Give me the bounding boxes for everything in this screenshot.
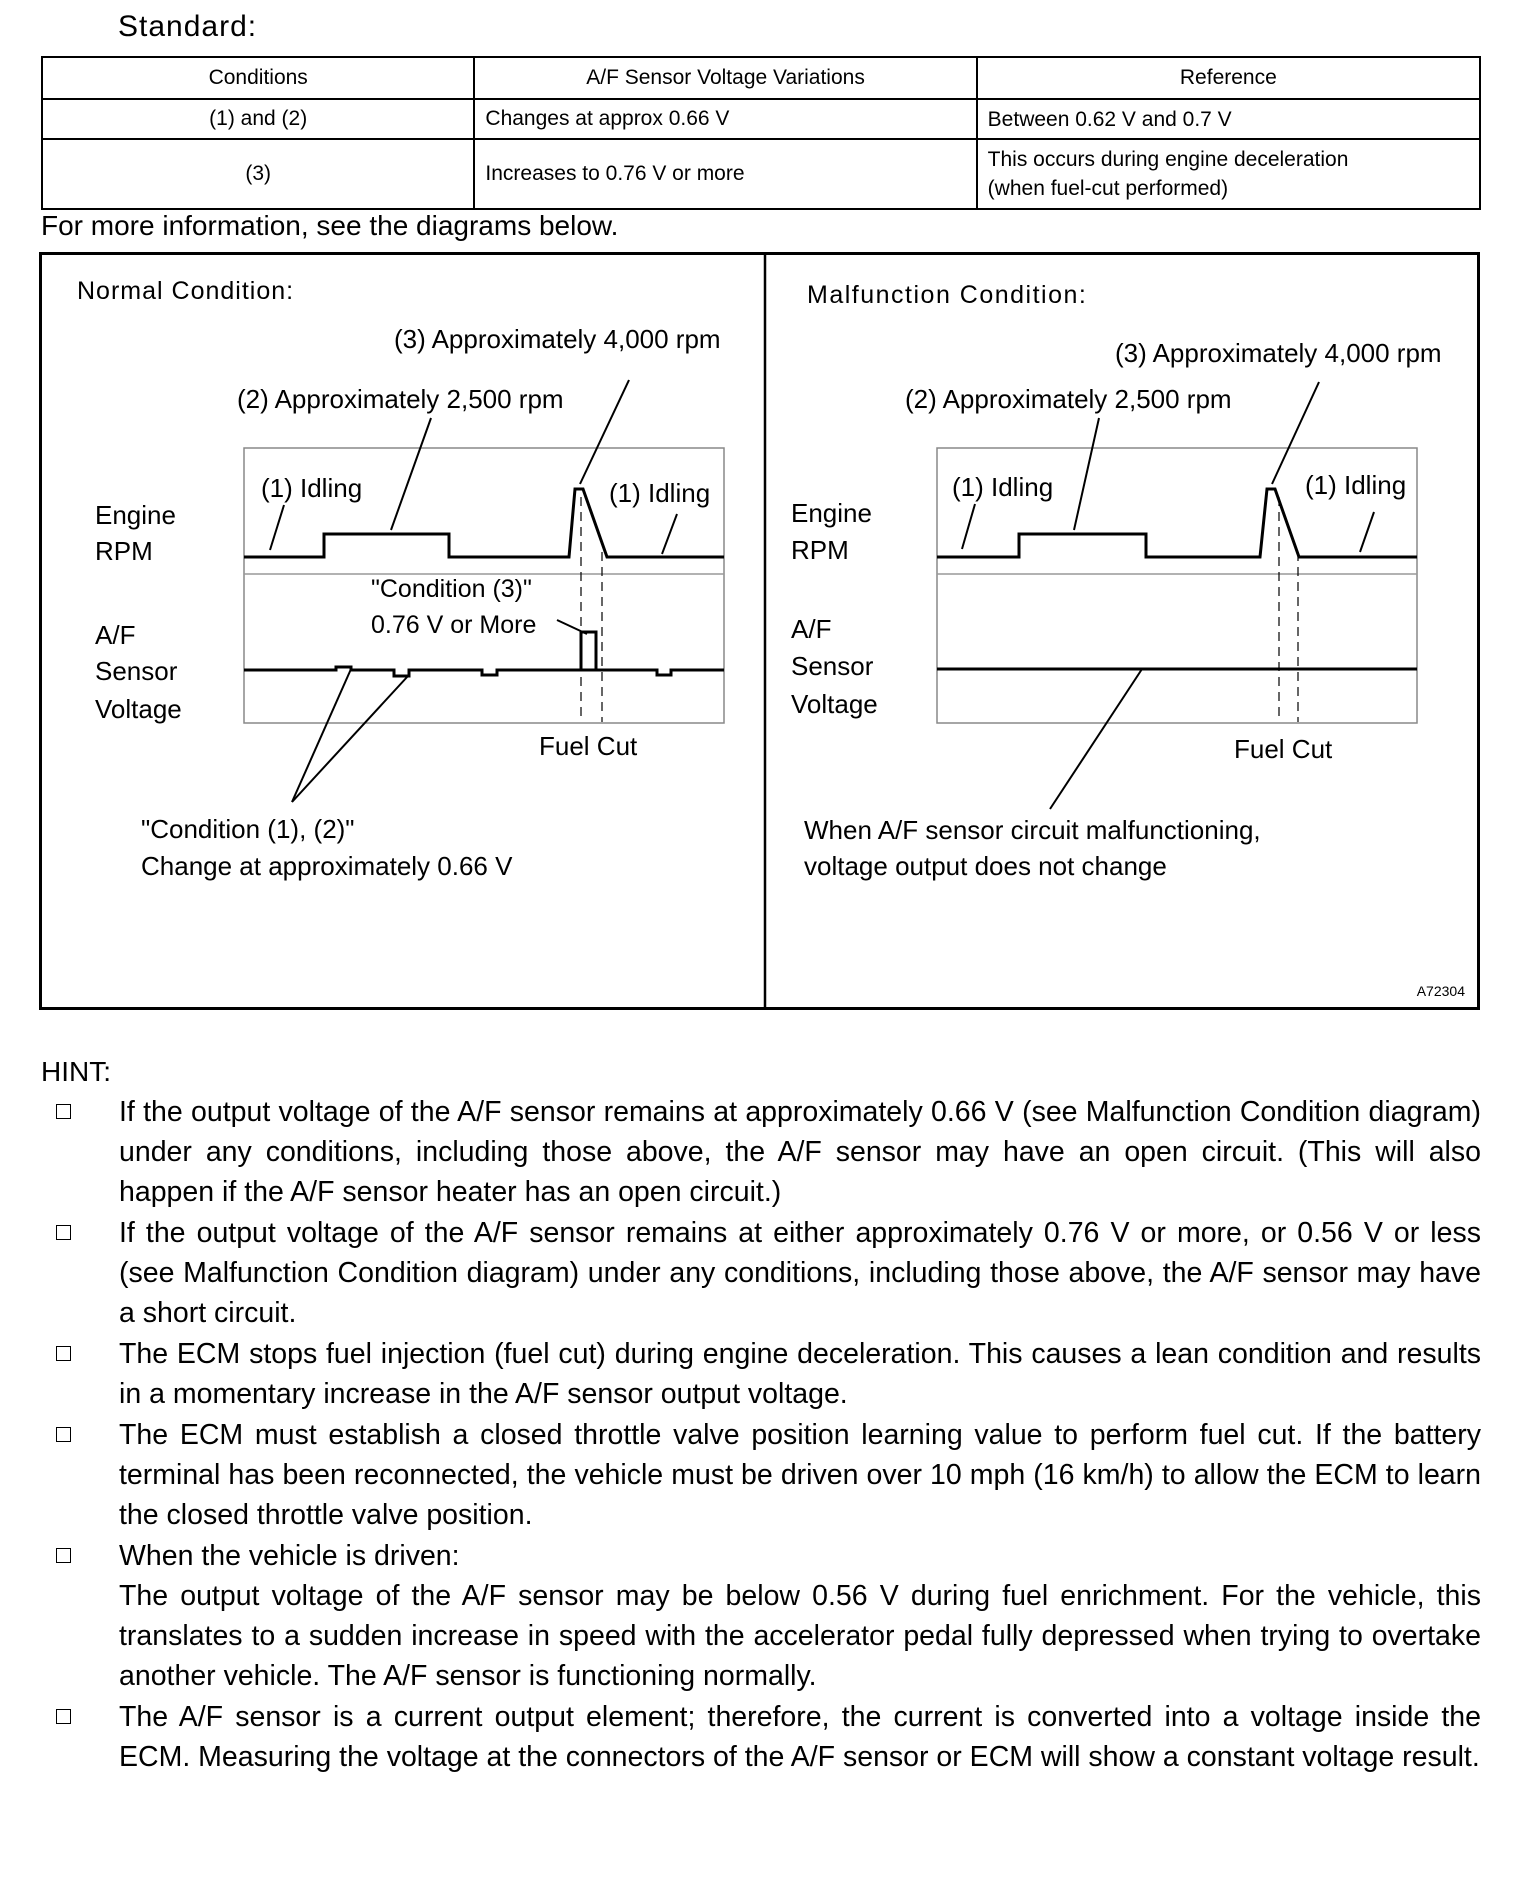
malfunction-sensor-label: Sensor: [791, 651, 874, 681]
malfunction-engine-label: Engine: [791, 498, 872, 528]
list-item: [41, 1697, 1481, 1777]
header-variations: A/F Sensor Voltage Variations: [474, 57, 976, 99]
list-item: [41, 1213, 1481, 1333]
cell-variation: Changes at approx 0.66 V: [474, 99, 976, 139]
hint-list: [41, 1092, 1481, 1777]
table-row: [42, 139, 1480, 209]
table-header-row: [42, 57, 1480, 99]
malfunction-idling-left: (1) Idling: [952, 472, 1054, 502]
normal-pointer-condition3: [557, 620, 587, 634]
hint-text: If the output voltage of the A/F sensor remains at either approximately 0.76 V or more, or 0.56 V or less (see Malfunction Condition diagram) under any conditions, including those above, the A/F sensor may have a short circuit.: [119, 1217, 1481, 1329]
malfunction-label-2500rpm: (2) Approximately 2,500 rpm: [905, 384, 1232, 414]
normal-pointer-idling-left: [270, 505, 284, 550]
normal-af-label: A/F: [95, 620, 136, 650]
normal-title: Normal Condition:: [77, 277, 295, 305]
normal-pointer-2500: [391, 418, 431, 530]
normal-condition-panel: [77, 277, 724, 881]
normal-condition3-label: "Condition (3)": [371, 575, 532, 603]
reference-line: This occurs during engine deceleration: [987, 148, 1349, 171]
hint-text: The output voltage of the A/F sensor may be below 0.56 V during fuel enrichment. For the vehicle, this translates to a sudden increase in speed with the accelerator pedal fully depressed when trying to overtake another vehicle. The A/F sensor is functioning normally.: [119, 1580, 1481, 1692]
malfunction-pointer-note: [1050, 669, 1142, 809]
normal-fuel-cut-label: Fuel Cut: [539, 731, 638, 761]
table-row: [42, 99, 1480, 139]
hint-text: When the vehicle is driven:: [119, 1540, 460, 1572]
malfunction-note-line1: When A/F sensor circuit malfunctioning,: [804, 815, 1261, 845]
normal-pointer-idling-right: [662, 514, 677, 554]
normal-sensor-label: Sensor: [95, 656, 178, 686]
standard-heading: Standard:: [118, 10, 258, 43]
header-reference: Reference: [977, 57, 1480, 99]
malfunction-af-label: A/F: [791, 614, 832, 644]
af-sensor-diagram: [39, 252, 1480, 1010]
cell-variation: Increases to 0.76 V or more: [474, 139, 976, 209]
normal-condition3-value: 0.76 V or More: [371, 611, 537, 639]
malfunction-fuel-cut-label: Fuel Cut: [1234, 734, 1333, 764]
checkbox-bullet-icon: [56, 1104, 71, 1119]
malfunction-note-line2: voltage output does not change: [804, 851, 1167, 881]
normal-pointer-condition12: [292, 669, 351, 802]
hint-text: If the output voltage of the A/F sensor remains at approximately 0.66 V (see Malfunction Condition diagram) under any conditions, including those above, the A/F sensor may have an open circuit. (This will also happen if the A/F sensor heater has an open circuit.): [119, 1096, 1481, 1208]
reference-line: Between 0.62 V and 0.7 V: [987, 107, 1232, 131]
hint-title: HINT:: [41, 1056, 111, 1087]
normal-af-voltage-trace: [244, 667, 724, 676]
normal-label-2500rpm: (2) Approximately 2,500 rpm: [237, 384, 564, 414]
normal-fuel-cut-spike: [581, 632, 596, 670]
malfunction-label-4000rpm: (3) Approximately 4,000 rpm: [1115, 338, 1442, 368]
malfunction-voltage-label: Voltage: [791, 689, 878, 719]
malfunction-pointer-2500: [1074, 418, 1099, 530]
reference-line: (when fuel-cut performed): [987, 177, 1229, 200]
list-item: [41, 1092, 1481, 1212]
cell-reference: [977, 99, 1480, 139]
normal-label-4000rpm: (3) Approximately 4,000 rpm: [394, 324, 721, 354]
malfunction-condition-panel: [791, 281, 1465, 999]
standard-table: [41, 56, 1481, 210]
cell-conditions: (3): [42, 139, 474, 209]
hint-text: The A/F sensor is a current output element; therefore, the current is converted into a voltage inside the ECM. Measuring the voltage at the connectors of the A/F sensor or ECM will show a constant voltage result.: [119, 1701, 1481, 1773]
normal-condition12-label: "Condition (1), (2)": [141, 814, 355, 844]
list-item: [41, 1334, 1481, 1414]
more-info-text: For more information, see the diagrams below.: [41, 210, 619, 241]
hint-text: The ECM must establish a closed throttle valve position learning value to perform fuel cut. If the battery terminal has been reconnected, the vehicle must be driven over 10 mph (16 km/h) to allow the ECM to learn the closed throttle valve position.: [119, 1419, 1481, 1531]
hint-text: The ECM stops fuel injection (fuel cut) during engine deceleration. This causes a lean condition and results in a momentary increase in the A/F sensor output voltage.: [119, 1338, 1481, 1410]
cell-conditions: (1) and (2): [42, 99, 474, 139]
malfunction-idling-right: (1) Idling: [1305, 470, 1407, 500]
list-item: [41, 1536, 1481, 1696]
normal-engine-label: Engine: [95, 500, 176, 530]
malfunction-pointer-4000: [1272, 382, 1319, 484]
normal-voltage-label: Voltage: [95, 694, 182, 724]
checkbox-bullet-icon: [56, 1427, 71, 1442]
cell-reference: [977, 139, 1480, 209]
checkbox-bullet-icon: [56, 1709, 71, 1724]
malfunction-pointer-idling-left: [962, 504, 975, 549]
normal-pointer-condition12: [292, 676, 408, 802]
normal-condition12-value: Change at approximately 0.66 V: [141, 851, 513, 881]
malfunction-pointer-idling-right: [1360, 512, 1374, 552]
checkbox-bullet-icon: [56, 1548, 71, 1563]
malfunction-rpm-label: RPM: [791, 535, 849, 565]
figure-id: A72304: [1416, 983, 1465, 999]
checkbox-bullet-icon: [56, 1346, 71, 1361]
normal-idling-left: (1) Idling: [261, 473, 363, 503]
checkbox-bullet-icon: [56, 1225, 71, 1240]
normal-idling-right: (1) Idling: [609, 478, 711, 508]
list-item: [41, 1415, 1481, 1535]
normal-rpm-label: RPM: [95, 536, 153, 566]
malfunction-title: Malfunction Condition:: [807, 281, 1088, 309]
normal-pointer-4000: [580, 380, 629, 484]
header-conditions: Conditions: [42, 57, 474, 99]
